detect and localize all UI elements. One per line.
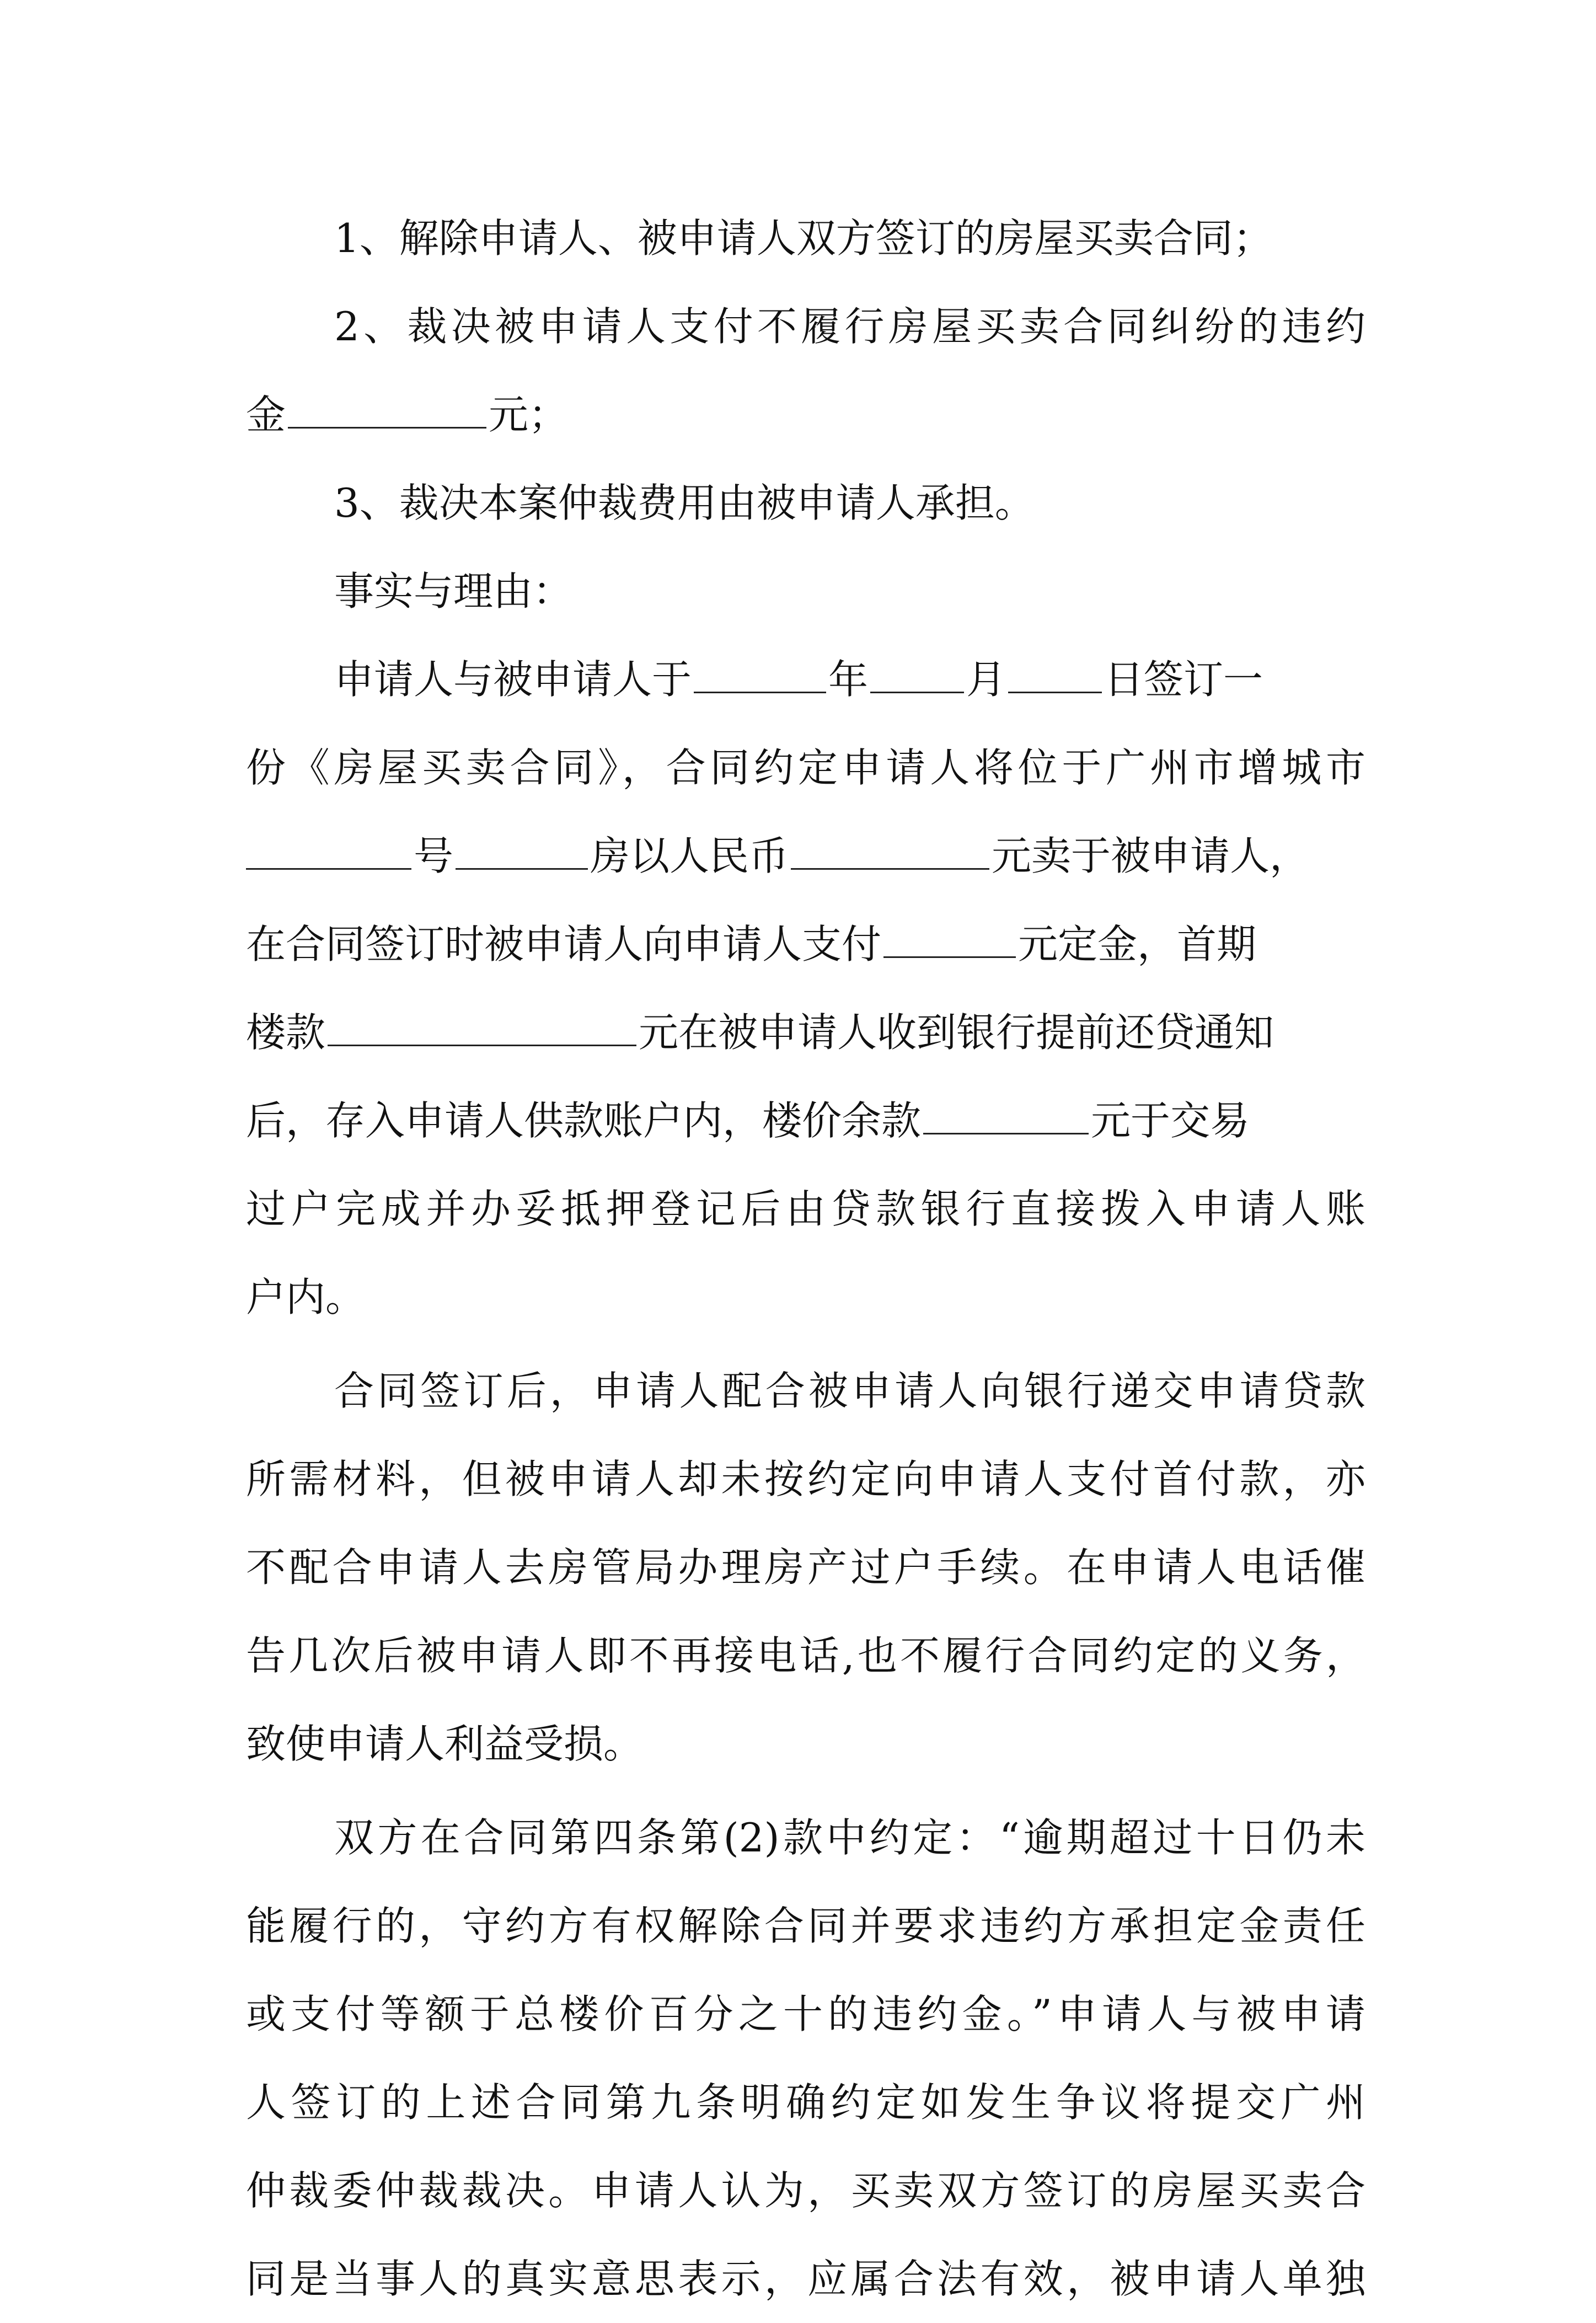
facts-paragraph-3: 同是当事人的真实意思表示，应属合法有效，被申请人单独	[246, 2256, 1365, 2302]
fill-blank	[791, 834, 989, 870]
facts-line: 号 房以人民币 元卖于被申请人，	[246, 812, 1365, 900]
facts-paragraph-3: 仲裁委仲裁裁决。申请人认为，买卖双方签订的房屋买卖合	[246, 2167, 1365, 2214]
request-item-1: 1、解除申请人、被申请人双方签订的房屋买卖合同；	[334, 215, 1273, 261]
fill-blank	[328, 1010, 636, 1046]
facts-paragraph-2: 所需材料，但被申请人却未按约定向申请人支付首付款，亦	[246, 1456, 1365, 1502]
fill-blank	[288, 393, 486, 429]
fill-blank	[870, 657, 964, 693]
fill-blank	[246, 834, 411, 870]
facts-line: 在合同签订时被申请人向申请人支付 元定金，首期	[246, 921, 1257, 967]
section-heading-facts: 事实与理由：	[334, 568, 573, 614]
facts-line: 户内。	[246, 1274, 366, 1320]
fill-blank	[694, 657, 826, 693]
facts-line: 申请人与被申请人于 年 月 日签订一	[334, 656, 1263, 703]
facts-line: 后，存入申请人供款账户内，楼价余款 元于交易	[246, 1098, 1250, 1144]
facts-line: 份《房屋买卖合同》，合同约定申请人将位于广州市增城市	[246, 745, 1365, 791]
request-item-2-cont: 金 元；	[246, 392, 569, 438]
request-item-3: 3、裁决本案仲裁费用由被申请人承担。	[334, 480, 1035, 526]
facts-paragraph-2: 告几次后被申请人即不再接电话,也不履行合同约定的义务，	[246, 1632, 1365, 1679]
facts-paragraph-3: 人签订的上述合同第九条明确约定如发生争议将提交广州	[246, 2079, 1365, 2126]
fill-blank	[923, 1099, 1089, 1134]
fill-blank	[456, 834, 588, 870]
facts-paragraph-3: 双方在合同第四条第(2)款中约定：“逾期超过十日仍未	[334, 1814, 1365, 1861]
facts-paragraph-3: 或支付等额于总楼价百分之十的违约金。”申请人与被申请	[246, 1991, 1365, 2037]
facts-paragraph-2: 致使申请人利益受损。	[246, 1721, 644, 1767]
facts-paragraph-3: 能履行的，守约方有权解除合同并要求违约方承担定金责任	[246, 1903, 1365, 1949]
document-page	[246, 194, 1365, 2323]
facts-paragraph-2: 合同签订后，申请人配合被申请人向银行递交申请贷款	[334, 1368, 1365, 1414]
request-item-2: 2、裁决被申请人支付不履行房屋买卖合同纠纷的违约	[334, 303, 1365, 350]
fill-blank	[883, 922, 1016, 958]
facts-line: 过户完成并办妥抵押登记后由贷款银行直接拨入申请人账	[246, 1186, 1365, 1232]
facts-paragraph-2: 不配合申请人去房管局办理房产过户手续。在申请人电话催	[246, 1544, 1365, 1591]
fill-blank	[1008, 657, 1102, 693]
facts-line: 楼款 元在被申请人收到银行提前还贷通知	[246, 1009, 1274, 1056]
